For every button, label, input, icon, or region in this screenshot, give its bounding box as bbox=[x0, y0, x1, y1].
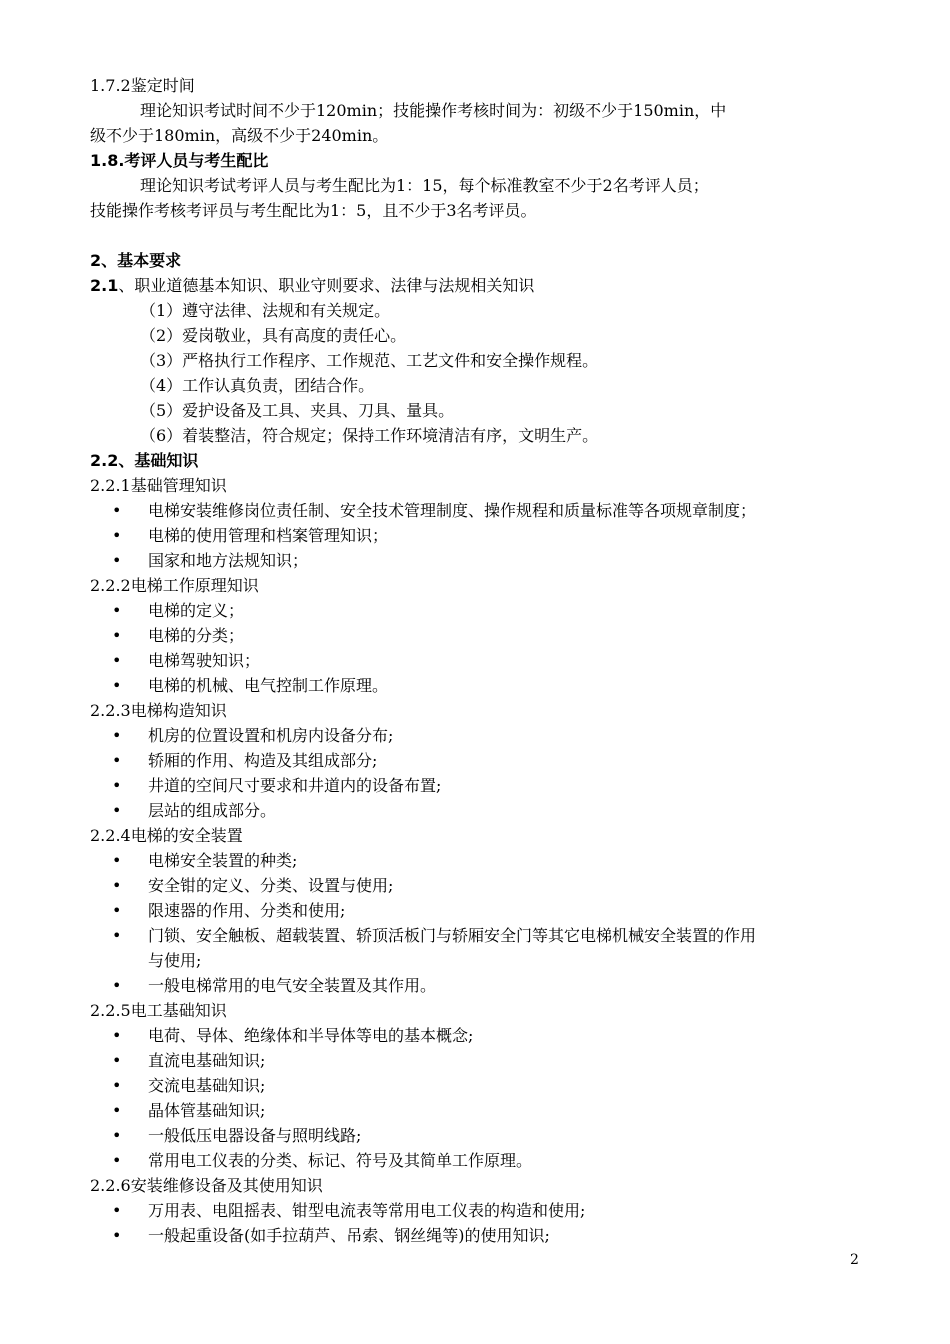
bullet-item bbox=[112, 499, 757, 523]
list-item: （5）爱护设备及工具、夹具、刀具、量具。 bbox=[140, 401, 455, 420]
bullet-item bbox=[112, 649, 261, 673]
list-item: （4）工作认真负责，团结合作。 bbox=[140, 376, 375, 395]
section-2-1-title: 、职业道德基本知识、职业守则要求、法律与法规相关知识 bbox=[118, 276, 535, 295]
bullet-item bbox=[112, 624, 245, 648]
bullet-text: 电梯的分类； bbox=[148, 626, 245, 645]
bullet-text: 国家和地方法规知识； bbox=[148, 551, 309, 570]
bullet-item bbox=[112, 1074, 266, 1098]
bullet-icon: • bbox=[112, 601, 122, 620]
bullet-item bbox=[112, 924, 757, 948]
bullet-text: 层站的组成部分。 bbox=[148, 801, 277, 820]
bullet-icon: • bbox=[112, 551, 122, 570]
bullet-icon: • bbox=[112, 1126, 122, 1145]
bullet-icon: • bbox=[112, 926, 122, 945]
bullet-item bbox=[112, 749, 378, 773]
section-2-heading: 2、基本要求 bbox=[90, 251, 182, 270]
list-item: （3）严格执行工作程序、工作规范、工艺文件和安全操作规程。 bbox=[140, 351, 599, 370]
bullet-icon: • bbox=[112, 1051, 122, 1070]
bullet-icon: • bbox=[112, 776, 122, 795]
section-1-7-2-heading: 1.7.2鉴定时间 bbox=[90, 76, 195, 95]
bullet-icon: • bbox=[112, 1151, 122, 1170]
bullet-icon: • bbox=[112, 751, 122, 770]
bullet-item bbox=[112, 874, 394, 898]
page-number: 2 bbox=[850, 1252, 859, 1268]
bullet-text: 一般低压电器设备与照明线路; bbox=[148, 1126, 362, 1145]
bullet-text: 限速器的作用、分类和使用; bbox=[148, 901, 346, 920]
section-1-8-text-line2: 技能操作考核考评员与考生配比为1：5，且不少于3名考评员。 bbox=[90, 201, 537, 220]
list-item: （6）着装整洁，符合规定；保持工作环境清洁有序，文明生产。 bbox=[140, 426, 599, 445]
bullet-item bbox=[112, 674, 389, 698]
bullet-item bbox=[112, 974, 437, 998]
bullet-text: 一般起重设备(如手拉葫芦、吊索、钢丝绳等)的使用知识; bbox=[148, 1226, 550, 1245]
bullet-icon: • bbox=[112, 651, 122, 670]
bullet-text: 晶体管基础知识; bbox=[148, 1101, 266, 1120]
bullet-item bbox=[112, 1224, 550, 1248]
bullet-icon: • bbox=[112, 976, 122, 995]
bullet-icon: • bbox=[112, 676, 122, 695]
bullet-text: 轿厢的作用、构造及其组成部分; bbox=[148, 751, 378, 770]
bullet-item bbox=[112, 1099, 266, 1123]
bullet-icon: • bbox=[112, 1201, 122, 1220]
section-2-2-1-heading: 2.2.1基础管理知识 bbox=[90, 476, 227, 495]
bullet-text: 电梯的机械、电气控制工作原理。 bbox=[148, 676, 389, 695]
section-2-1-number: 2.1 bbox=[90, 276, 119, 295]
bullet-icon: • bbox=[112, 1101, 122, 1120]
section-2-2-heading: 2.2、基础知识 bbox=[90, 451, 199, 470]
bullet-icon: • bbox=[112, 526, 122, 545]
bullet-text: 万用表、电阻摇表、钳型电流表等常用电工仪表的构造和使用; bbox=[148, 1201, 586, 1220]
section-2-2-2-heading: 2.2.2电梯工作原理知识 bbox=[90, 576, 259, 595]
bullet-text: 常用电工仪表的分类、标记、符号及其简单工作原理。 bbox=[148, 1151, 533, 1170]
bullet-icon: • bbox=[112, 626, 122, 645]
bullet-text: 电梯的定义； bbox=[148, 601, 245, 620]
section-2-1-heading bbox=[90, 274, 534, 298]
bullet-text: 电荷、导体、绝缘体和半导体等电的基本概念; bbox=[148, 1026, 474, 1045]
bullet-item bbox=[112, 724, 394, 748]
bullet-icon: • bbox=[112, 726, 122, 745]
section-2-2-4-heading: 2.2.4电梯的安全装置 bbox=[90, 826, 243, 845]
bullet-icon: • bbox=[112, 801, 122, 820]
section-2-2-6-heading: 2.2.6安装维修设备及其使用知识 bbox=[90, 1176, 323, 1195]
bullet-text: 电梯驾驶知识； bbox=[148, 651, 261, 670]
section-2-2-3-heading: 2.2.3电梯构造知识 bbox=[90, 701, 227, 720]
bullet-icon: • bbox=[112, 876, 122, 895]
bullet-item bbox=[112, 899, 346, 923]
bullet-text: 与使用; bbox=[148, 951, 202, 970]
bullet-icon: • bbox=[112, 1026, 122, 1045]
bullet-item bbox=[112, 799, 277, 823]
bullet-text: 机房的位置设置和机房内设备分布; bbox=[148, 726, 394, 745]
bullet-text: 交流电基础知识; bbox=[148, 1076, 266, 1095]
bullet-item bbox=[112, 599, 245, 623]
bullet-text: 井道的空间尺寸要求和井道内的设备布置; bbox=[148, 776, 442, 795]
bullet-text: 直流电基础知识; bbox=[148, 1051, 266, 1070]
section-1-8-heading: 1.8.考评人员与考生配比 bbox=[90, 151, 269, 170]
section-2-2-5-heading: 2.2.5电工基础知识 bbox=[90, 1001, 227, 1020]
bullet-text: 电梯安全装置的种类; bbox=[148, 851, 298, 870]
bullet-item-continuation bbox=[112, 949, 202, 973]
bullet-item bbox=[112, 774, 442, 798]
bullet-item bbox=[112, 849, 298, 873]
bullet-item bbox=[112, 1024, 474, 1048]
bullet-item bbox=[112, 1049, 266, 1073]
bullet-text: 电梯安装维修岗位责任制、安全技术管理制度、操作规程和质量标准等各项规章制度； bbox=[148, 501, 757, 520]
section-1-8-text-line1: 理论知识考试考评人员与考生配比为1：15，每个标准教室不少于2名考评人员； bbox=[140, 176, 709, 195]
bullet-icon: • bbox=[112, 501, 122, 520]
bullet-item bbox=[112, 1199, 586, 1223]
bullet-item bbox=[112, 1149, 533, 1173]
section-1-7-2-text-line2: 级不少于180min，高级不少于240min。 bbox=[90, 126, 389, 145]
bullet-item bbox=[112, 1124, 362, 1148]
bullet-text: 电梯的使用管理和档案管理知识； bbox=[148, 526, 389, 545]
bullet-icon: • bbox=[112, 1226, 122, 1245]
bullet-item bbox=[112, 524, 389, 548]
bullet-item bbox=[112, 549, 309, 573]
bullet-text: 门锁、安全触板、超载装置、轿顶活板门与轿厢安全门等其它电梯机械安全装置的作用 bbox=[148, 926, 757, 945]
list-item: （1）遵守法律、法规和有关规定。 bbox=[140, 301, 391, 320]
bullet-text: 一般电梯常用的电气安全装置及其作用。 bbox=[148, 976, 437, 995]
bullet-icon: • bbox=[112, 901, 122, 920]
list-item: （2）爱岗敬业，具有高度的责任心。 bbox=[140, 326, 407, 345]
bullet-icon: • bbox=[112, 1076, 122, 1095]
bullet-text: 安全钳的定义、分类、设置与使用; bbox=[148, 876, 394, 895]
bullet-icon: • bbox=[112, 851, 122, 870]
section-1-7-2-text-line1: 理论知识考试时间不少于120min；技能操作考核时间为：初级不少于150min，中 bbox=[140, 101, 727, 120]
